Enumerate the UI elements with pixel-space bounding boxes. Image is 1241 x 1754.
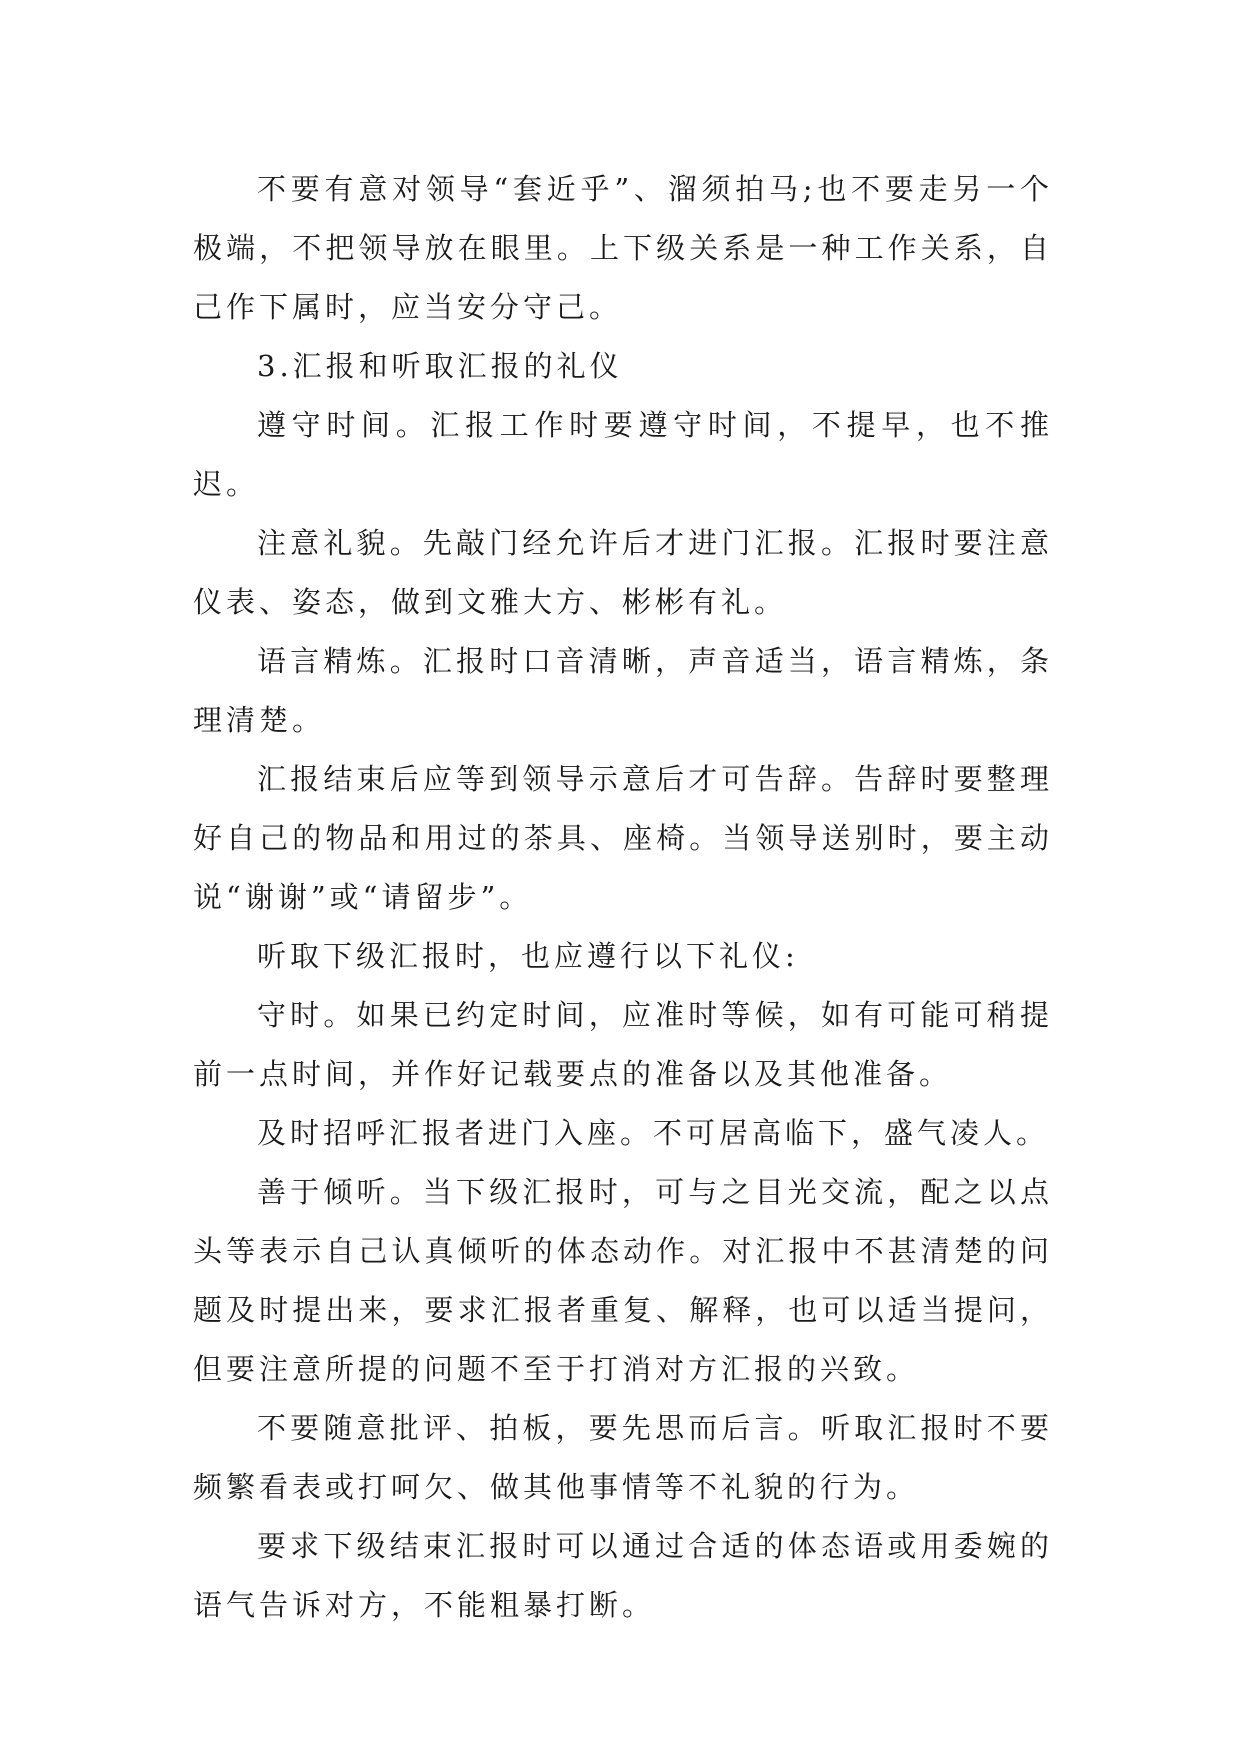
document-body — [193, 160, 1053, 1635]
paragraph: 听取下级汇报时，也应遵行以下礼仪: — [257, 939, 799, 973]
paragraph: 遵守时间。汇报工作时要遵守时间，不提早，也不推迟。 — [193, 408, 1053, 501]
paragraph: 要求下级结束汇报时可以通过合适的体态语或用委婉的语气告诉对方，不能粗暴打断。 — [193, 1529, 1053, 1622]
paragraph: 守时。如果已约定时间，应准时等候，如有可能可稍提前一点时间，并作好记载要点的准备以及其他准备。 — [193, 998, 1053, 1091]
paragraph: 语言精炼。汇报时口音清晰，声音适当，语言精炼，条理清楚。 — [193, 644, 1053, 737]
paragraph: 不要随意批评、拍板，要先思而后言。听取汇报时不要频繁看表或打呵欠、做其他事情等不礼貌的行为。 — [193, 1411, 1053, 1504]
paragraph: 不要有意对领导“套近乎”、溜须拍马;也不要走另一个极端，不把领导放在眼里。上下级关系是一种工作关系，自己作下属时，应当安分守己。 — [193, 172, 1053, 324]
paragraph: 汇报结束后应等到领导示意后才可告辞。告辞时要整理好自己的物品和用过的茶具、座椅。当领导送别时，要主动说“谢谢”或“请留步”。 — [193, 762, 1053, 914]
section-heading: 3.汇报和听取汇报的礼仪 — [257, 349, 623, 383]
paragraph: 善于倾听。当下级汇报时，可与之目光交流，配之以点头等表示自己认真倾听的体态动作。对汇报中不甚清楚的问题及时提出来，要求汇报者重复、解释，也可以适当提问，但要注意所提的问题不至于打消对方汇报的兴致。 — [193, 1175, 1053, 1386]
paragraph: 注意礼貌。先敲门经允许后才进门汇报。汇报时要注意仪表、姿态，做到文雅大方、彬彬有礼。 — [193, 526, 1053, 619]
paragraph: 及时招呼汇报者进门入座。不可居高临下，盛气凌人。 — [257, 1116, 1050, 1150]
